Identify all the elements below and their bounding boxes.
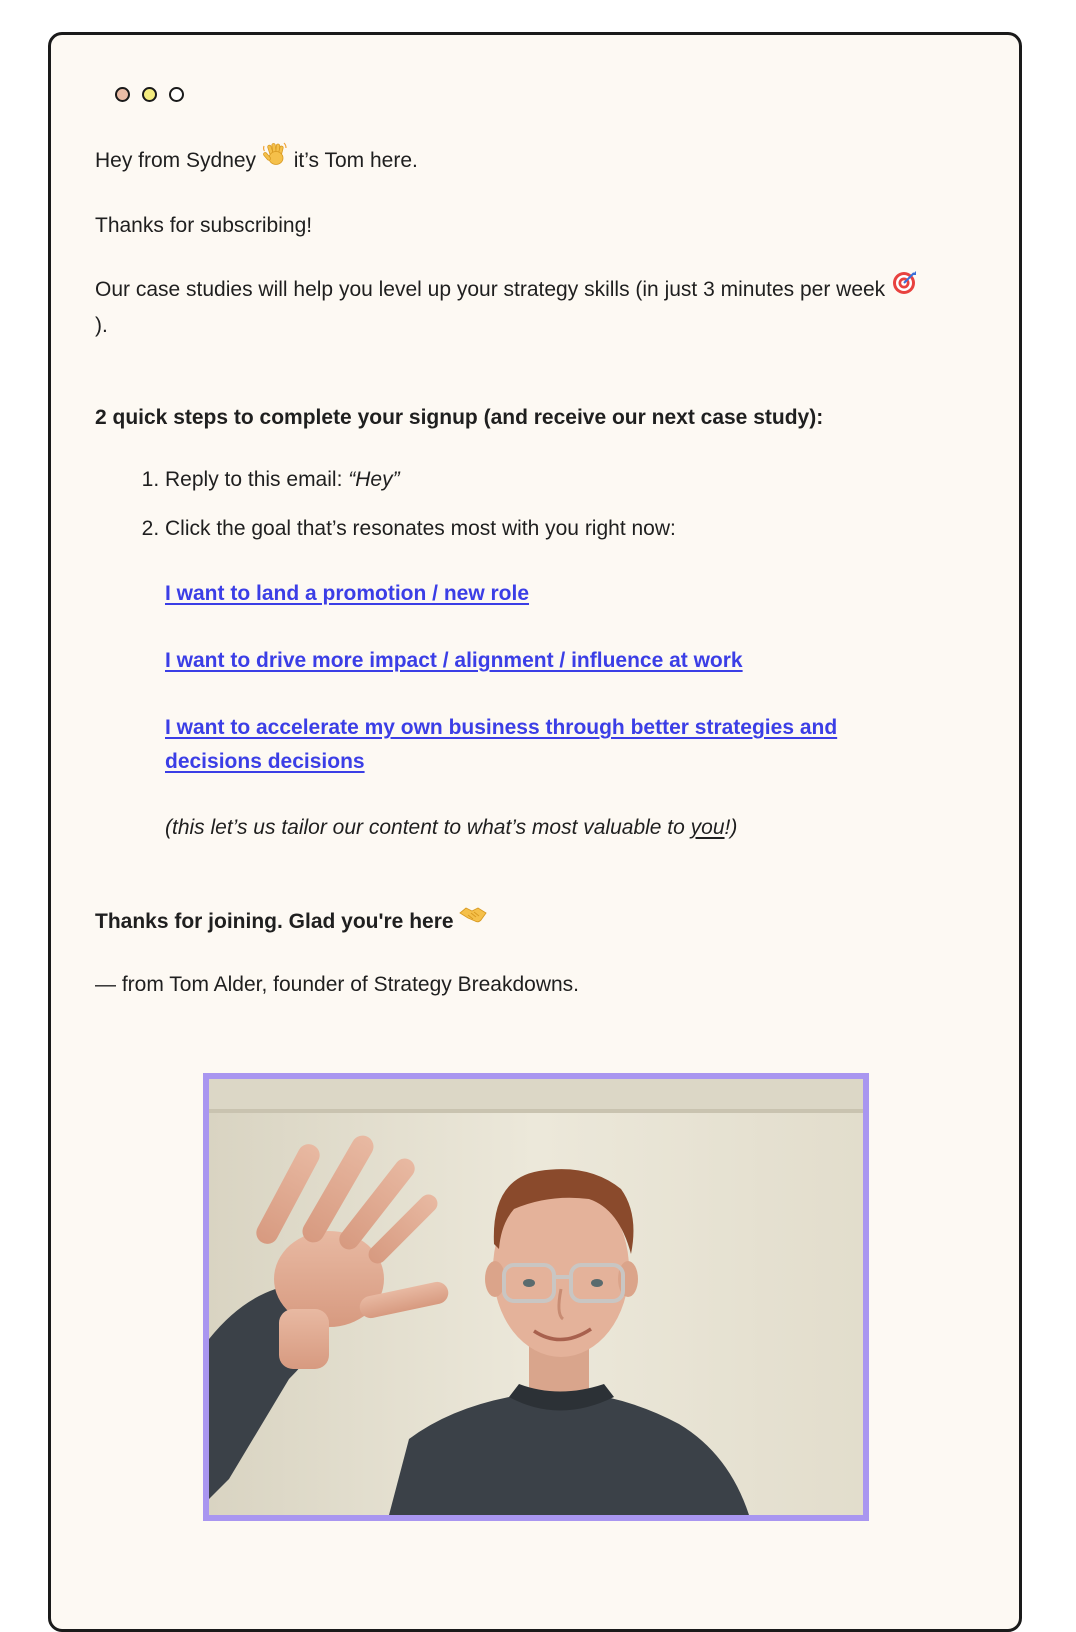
- waving-hand-icon: [262, 141, 288, 178]
- goal-link-business[interactable]: I want to accelerate my own business through better strategies and decisions decisions: [165, 716, 838, 773]
- step-goal-text: Click the goal that’s resonates most with you right now:: [165, 517, 676, 540]
- goal-link-promotion[interactable]: I want to land a promotion / new role: [165, 582, 530, 605]
- signature: — from Tom Alder, founder of Strategy Breakdowns.: [95, 973, 580, 997]
- joining-sentence: Thanks for joining. Glad you're here: [95, 910, 454, 933]
- window-controls: [115, 87, 184, 102]
- step-reply-quote: “Hey”: [348, 468, 400, 491]
- goal-links: [165, 577, 975, 779]
- window-dot-close[interactable]: [115, 87, 130, 102]
- case-studies-sentence: Our case studies will help you level up your strategy skills (in just 3 minutes per week: [95, 278, 886, 302]
- greeting-text: Hey from Sydney: [95, 149, 257, 173]
- steps-list: [95, 463, 975, 546]
- email-card: [48, 32, 1022, 1632]
- steps-heading: 2 quick steps to complete your signup (and receive our next case study):: [95, 406, 824, 429]
- tailor-note-end: !): [724, 816, 738, 839]
- window-dot-minimize[interactable]: [142, 87, 157, 102]
- email-body: [95, 143, 975, 1002]
- goal-link-impact[interactable]: I want to drive more impact / alignment / influence at work: [165, 649, 743, 672]
- greeting-text-end: it’s Tom here.: [293, 149, 418, 173]
- handshake-icon: [459, 903, 487, 937]
- target-icon: [891, 270, 917, 307]
- waving-photo: [203, 1073, 869, 1521]
- thanks-text: Thanks for subscribing!: [95, 214, 313, 237]
- photo-illustration: [209, 1079, 863, 1515]
- case-studies-end: ).: [95, 314, 108, 337]
- tailor-note-emphasis: you: [690, 816, 725, 839]
- case-studies-text: [95, 272, 975, 343]
- tailor-note: [165, 811, 975, 845]
- greeting: [95, 143, 975, 180]
- step-goal: [165, 512, 975, 546]
- joining-text: [95, 905, 975, 939]
- step-reply-text: Reply to this email:: [165, 468, 343, 491]
- tailor-note-text: (this let’s us tailor our content to what’s most valuable to: [165, 816, 685, 839]
- window-dot-maximize[interactable]: [169, 87, 184, 102]
- step-reply: [165, 463, 975, 497]
